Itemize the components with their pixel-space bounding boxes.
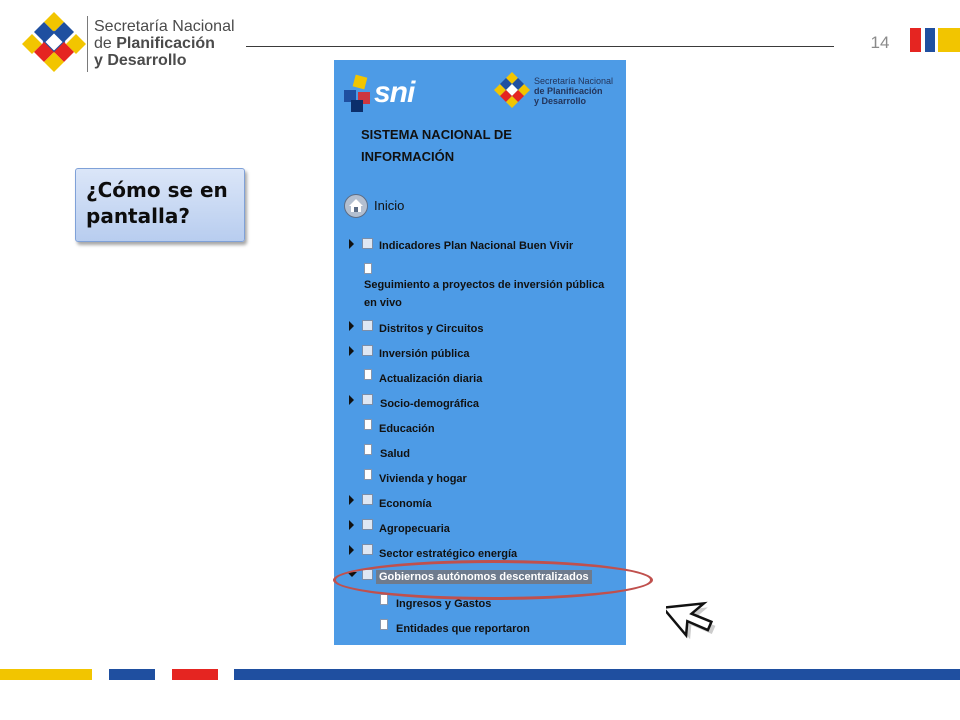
expand-arrow-icon[interactable] bbox=[349, 239, 354, 249]
home-icon bbox=[344, 194, 368, 218]
folder-icon bbox=[362, 238, 373, 249]
menu-item-economia[interactable] bbox=[334, 494, 626, 512]
small-logo-line-3: y Desarrollo bbox=[534, 96, 587, 106]
menu-item-vivienda[interactable] bbox=[334, 469, 626, 487]
menu-label: Socio-demográfica bbox=[380, 398, 480, 410]
menu-label: Salud bbox=[380, 448, 410, 460]
expand-arrow-icon[interactable] bbox=[349, 495, 354, 505]
page-number: 14 bbox=[870, 33, 890, 52]
expand-arrow-icon[interactable] bbox=[349, 395, 354, 405]
footer-bar-yellow bbox=[0, 669, 92, 680]
home-label: Inicio bbox=[374, 198, 405, 213]
footer-bar-red bbox=[172, 669, 218, 680]
small-logo-line-1: Secretaría Nacional bbox=[534, 76, 614, 86]
logo-text bbox=[94, 18, 235, 69]
menu-label: Distritos y Circuitos bbox=[379, 323, 484, 335]
logo-divider bbox=[87, 16, 88, 72]
logo-line-1: Secretaría Nacional bbox=[94, 18, 235, 35]
menu-item-seguimiento[interactable] bbox=[334, 263, 626, 311]
document-icon bbox=[364, 263, 372, 274]
sni-logo bbox=[342, 70, 442, 112]
expand-arrow-icon[interactable] bbox=[349, 346, 354, 356]
menu-label: Seguimiento a proyectos de inversión pública bbox=[364, 279, 605, 291]
menu-label: Sector estratégico energía bbox=[379, 548, 518, 560]
logo-line-2-bold: Planificación bbox=[116, 35, 215, 52]
menu-item-socio-demografica[interactable] bbox=[334, 394, 626, 412]
menu-label: Entidades que reportaron bbox=[396, 623, 530, 635]
sni-logo-text: sni bbox=[374, 76, 415, 109]
menu-item-distritos[interactable] bbox=[334, 319, 626, 337]
senplades-small-logo bbox=[494, 68, 622, 112]
menu-label: Economía bbox=[379, 498, 432, 510]
senplades-emblem-icon bbox=[22, 10, 86, 76]
folder-icon bbox=[362, 519, 373, 530]
flag-stripes-icon bbox=[910, 28, 960, 52]
menu-label: Vivienda y hogar bbox=[379, 473, 467, 485]
sni-cubes-icon bbox=[342, 74, 376, 114]
folder-icon bbox=[362, 544, 373, 555]
menu-item-salud[interactable] bbox=[334, 444, 626, 462]
system-title-line-1: SISTEMA NACIONAL DE bbox=[361, 127, 512, 142]
highlight-ellipse bbox=[333, 560, 653, 600]
menu-item-actualizacion[interactable] bbox=[334, 369, 626, 387]
footer-bar-blue-short bbox=[109, 669, 155, 680]
senplades-small-text bbox=[534, 76, 613, 106]
folder-icon bbox=[362, 320, 373, 331]
menu-item-educacion[interactable] bbox=[334, 419, 626, 437]
menu-label: Agropecuaria bbox=[379, 523, 450, 535]
document-icon bbox=[364, 444, 372, 455]
menu-label: Ingresos y Gastos bbox=[396, 598, 492, 610]
document-icon bbox=[364, 369, 372, 380]
menu-label-selected: Gobiernos autónomos descentralizados bbox=[376, 570, 592, 584]
small-logo-line-2: de Planificación bbox=[534, 86, 603, 96]
senplades-small-emblem-icon bbox=[494, 70, 530, 110]
menu-item-entidades[interactable] bbox=[334, 619, 626, 637]
expand-arrow-icon[interactable] bbox=[349, 520, 354, 530]
menu-item-inversion[interactable] bbox=[334, 344, 626, 362]
logo-line-3: y Desarrollo bbox=[94, 52, 187, 69]
sni-menu-panel bbox=[334, 60, 626, 645]
system-title-line-2: INFORMACIÓN bbox=[361, 149, 455, 164]
menu-item-indicadores[interactable] bbox=[334, 237, 626, 255]
footer-bar-blue-long bbox=[234, 669, 960, 680]
menu-label: Indicadores Plan Nacional Buen Vivir bbox=[379, 240, 574, 252]
document-icon bbox=[364, 419, 372, 430]
question-callout: ¿Cómo se en pantalla? bbox=[75, 168, 245, 242]
expand-arrow-icon[interactable] bbox=[349, 545, 354, 555]
document-icon bbox=[380, 619, 388, 630]
senplades-logo bbox=[22, 10, 252, 76]
folder-icon bbox=[362, 494, 373, 505]
menu-item-agropecuaria[interactable] bbox=[334, 519, 626, 537]
menu-label: Actualización diaria bbox=[379, 373, 483, 385]
logo-line-2-prefix: de bbox=[94, 35, 112, 52]
pointer-cursor-icon bbox=[666, 586, 738, 650]
folder-icon bbox=[362, 345, 373, 356]
folder-icon bbox=[362, 394, 373, 405]
expand-arrow-icon[interactable] bbox=[349, 321, 354, 331]
system-title bbox=[361, 124, 561, 168]
document-icon bbox=[364, 469, 372, 480]
menu-label-cont: en vivo bbox=[364, 297, 402, 309]
header-rule bbox=[246, 46, 834, 47]
menu-label: Educación bbox=[379, 423, 435, 435]
menu-label: Inversión pública bbox=[379, 348, 470, 360]
document-icon bbox=[380, 594, 388, 605]
